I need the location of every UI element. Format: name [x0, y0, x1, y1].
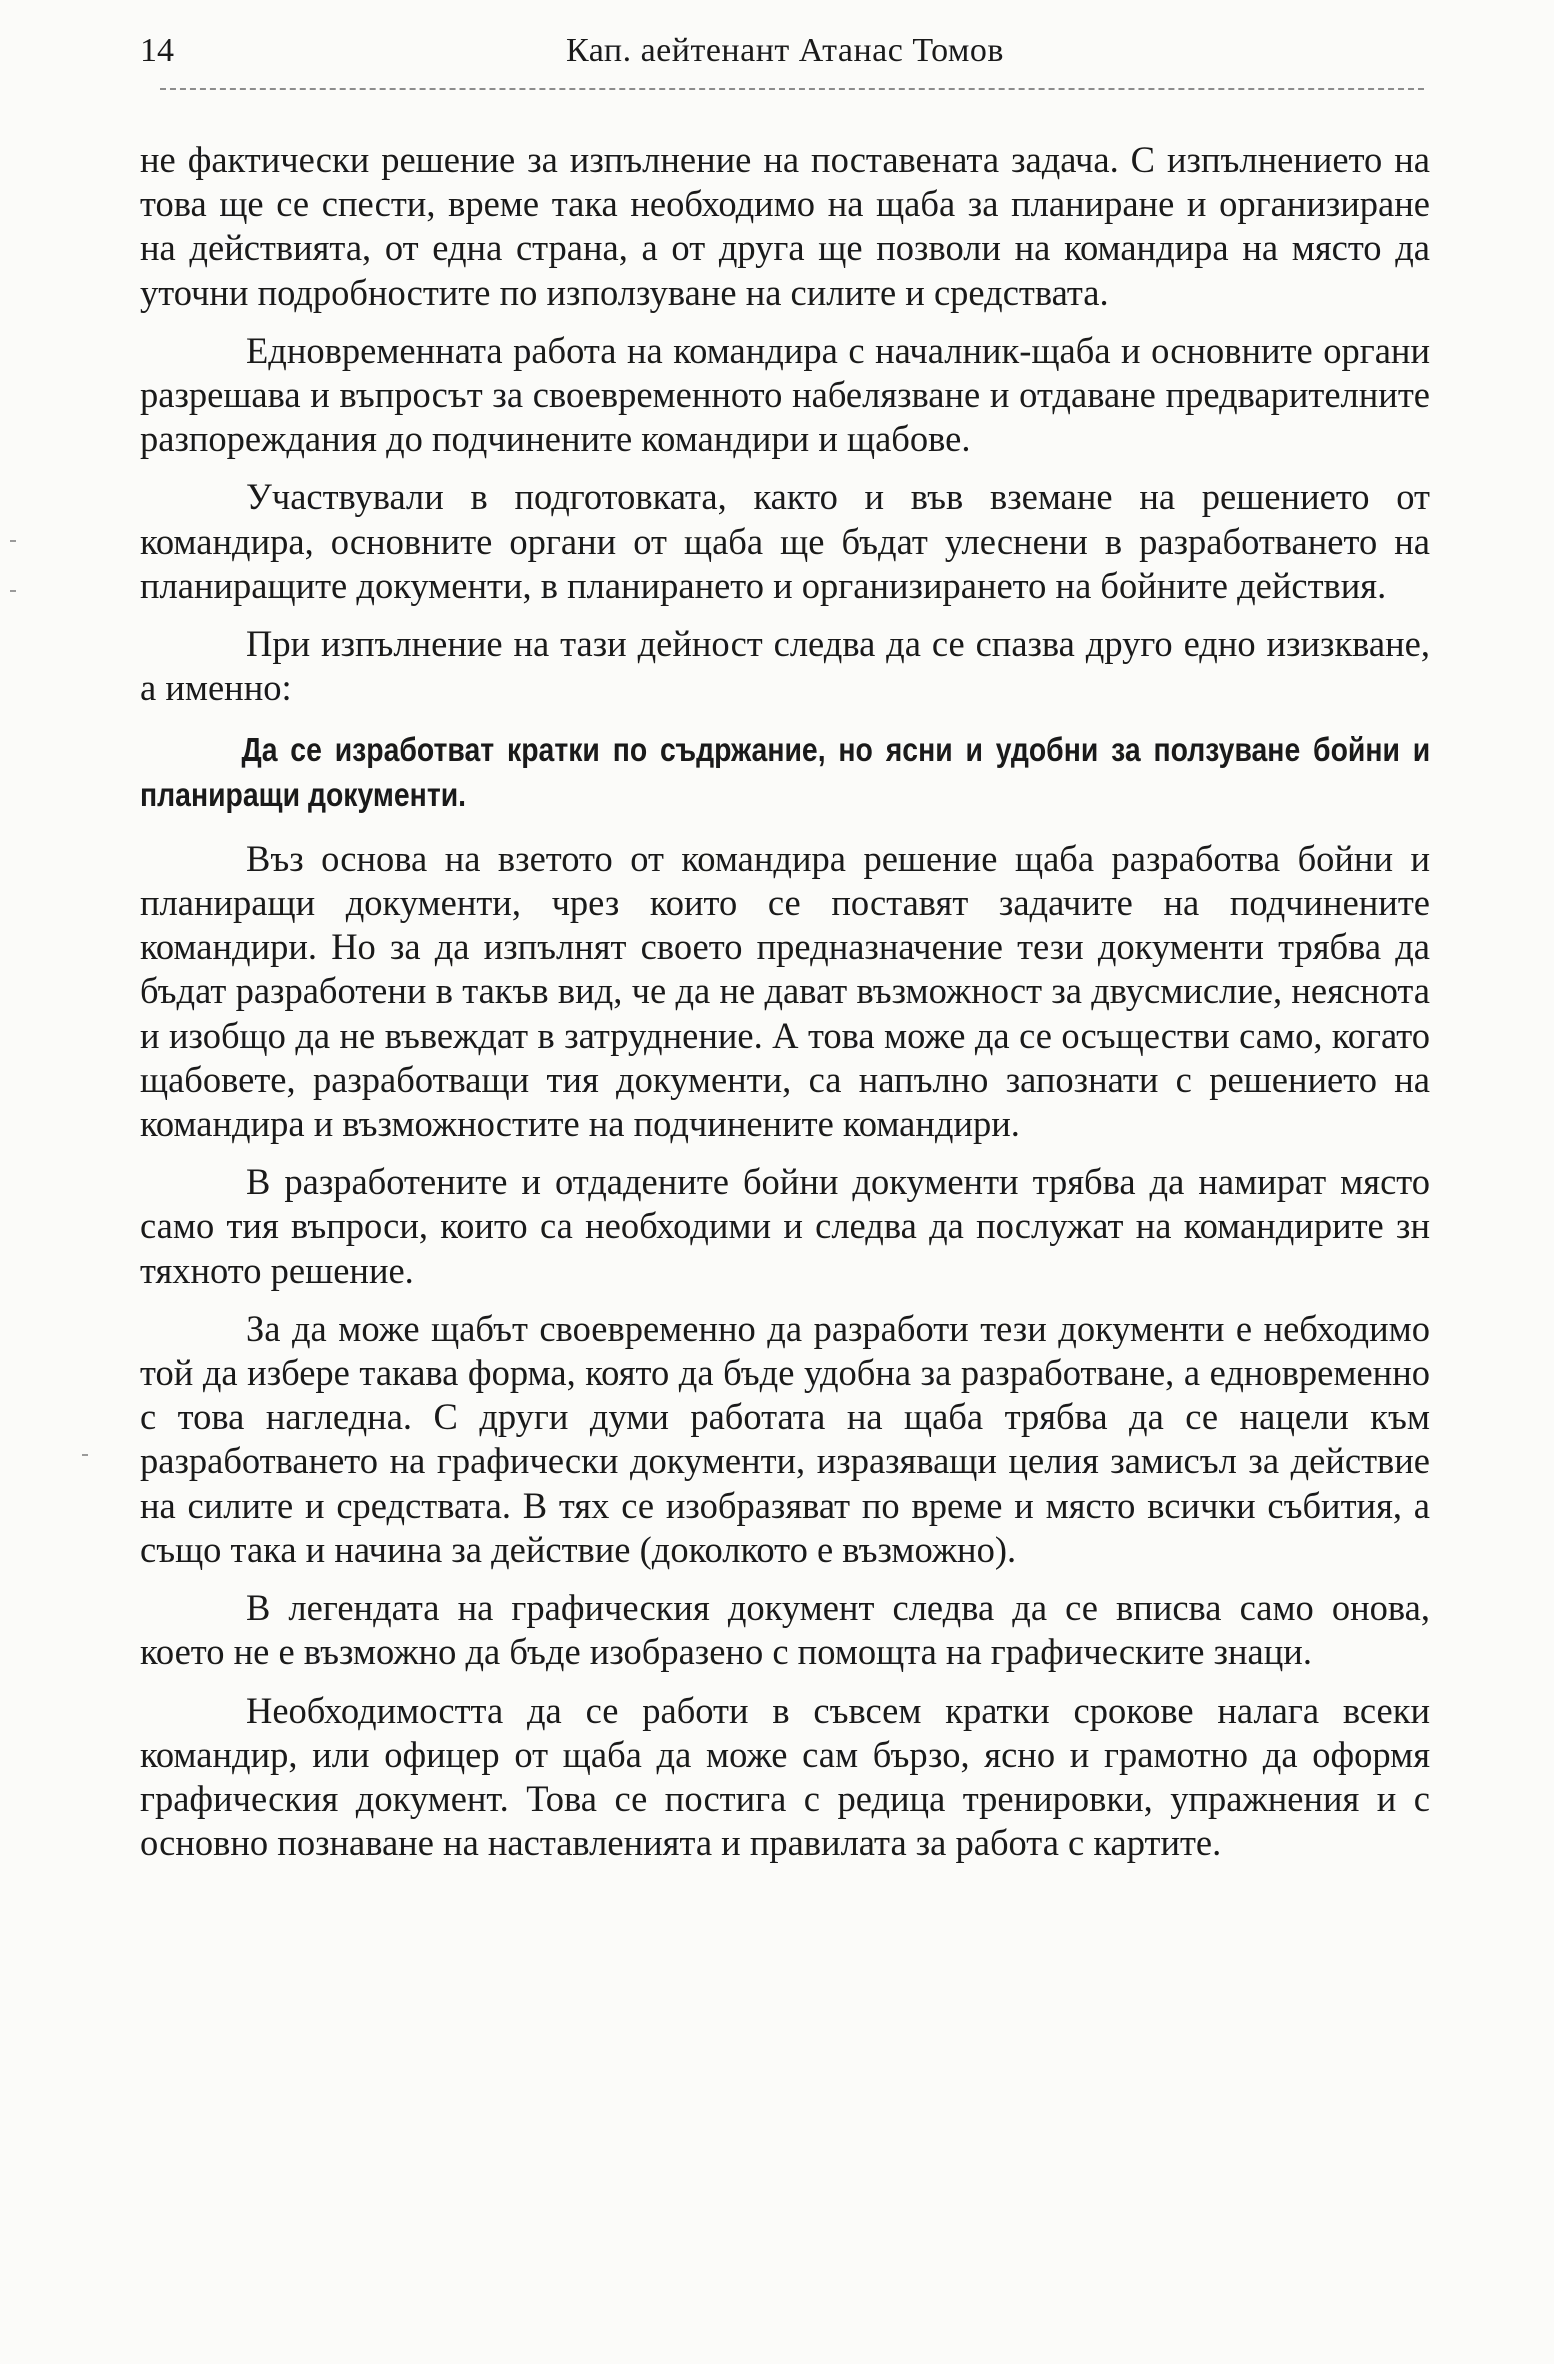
margin-mark — [10, 590, 16, 592]
paragraph: При изпълнение на тази дейност следва да се спазва друго едно изизкване, а именно: — [140, 623, 1430, 709]
paragraph: Въз основа на взетото от командира решение щаба разработва бойни и планиращи документи, чрез които се поставят задачите на подчинените командири. Но за да изпълнят своето предназначение тези документи трябва да бъдат разработени в такъв вид, че да не дават възможност за двусмислие, неяснота и изобщо да не въвеждат в затруднение. А това може да се осъществи само, когато щабовете, разработващи тия документи, са напълно запознати с решението на командира и възможностите на подчинените командири. — [140, 837, 1430, 1145]
paragraph: В разработените и отдадените бойни документи трябва да намират място само тия въпроси, които са необходими и следва да послужат на командирите зн тяхното решение. — [140, 1161, 1430, 1291]
paragraph: В легендата на графическия документ следва да се вписва само онова, което не е възможно да бъде изобразено с помощта на графическите знаци. — [140, 1587, 1430, 1673]
paragraph: Необходимостта да се работи в съвсем кратки срокове налага всеки командир, или офицер от щаба да може сам бързо, ясно и грамотно да оформя графическия документ. Това се постига с редица тренировки, упражнения и с основно познаване на наставленията и правилата за работа с картите. — [140, 1689, 1430, 1864]
paragraph: не фактически решение за изпълнение на поставената задача. С изпълнението на това ще се спести, време така необходимо на щаба за планиране и организиране на действията, от една страна, а от друга ще позволи на командира на място да уточни подробностите по използуване на силите и средствата. — [140, 139, 1430, 313]
margin-mark — [10, 540, 16, 542]
header-rule — [160, 88, 1424, 90]
body-text — [140, 138, 1430, 1879]
page-number: 14 — [140, 32, 174, 69]
emphasized-requirement: Да се изработват кратки по съдржание, но ясни и удобни за ползуване бойни и планиращи документи. — [140, 731, 1431, 813]
margin-mark — [82, 1454, 88, 1456]
paragraph: За да може щабът своевременно да разработи тези документи е небходимо той да избере такава форма, която да бъде удобна за разработване, а едновременно с това нагледна. С други думи работата на щаба трябва да се нацели към разработването на графически документи, изразяващи целия замисъл за действие на силите и средствата. В тях се изобразяват по време и място всички събития, а също така и начина за действие (доколкото е възможно). — [140, 1307, 1430, 1570]
running-title: Кап. аейтенант Атанас Томов — [566, 32, 1004, 69]
running-head — [140, 28, 1430, 88]
paragraph: Участвували в подготовката, както и във вземане на решението от командира, основните органи от щаба ще бъдат улеснени в разработването на планиращите документи, в планирането и организирането на бойните действия. — [140, 476, 1430, 606]
paragraph: Едновременната работа на командира с началник-щаба и основните органи разрешава и въпросът за своевременното набелязване и отдаване предварителните разпореждания до подчинените командири и щабове. — [140, 329, 1430, 460]
